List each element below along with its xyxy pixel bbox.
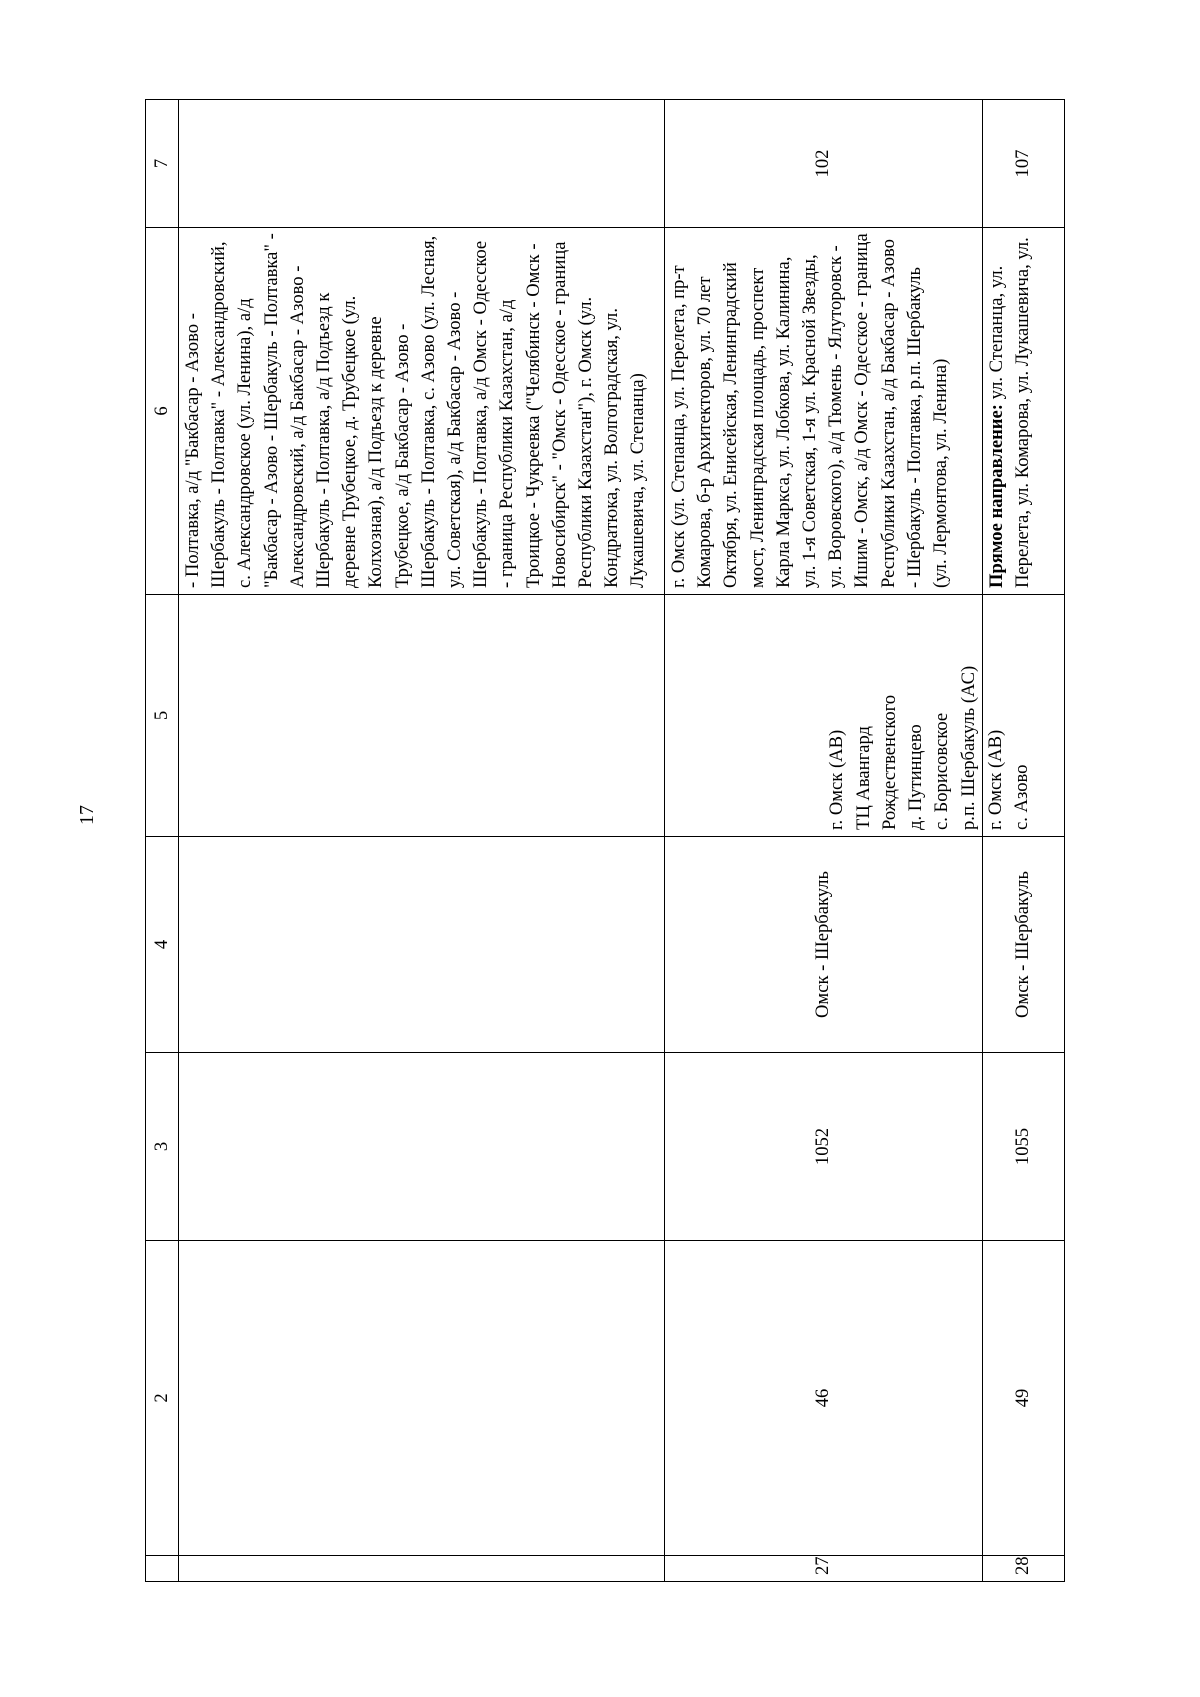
header-cell-5: 5 (146, 595, 179, 837)
route-line: Кондратюка, ул. Волгоградская, ул. (601, 308, 623, 588)
cell-stops (179, 595, 665, 837)
route-line: Шербакуль - Полтавка, а/д Омск - Одесское (470, 240, 492, 588)
route-line: "Бакбасар - Азово - Шербакуль - Полтавка" - (260, 233, 282, 588)
route-line: Шербакуль - Полтавка, с. Азово (ул. Лесная, (417, 235, 439, 588)
route-line: Комарова, б-р Архитекторов, ул. 70 лет (694, 276, 716, 588)
stop-item: р.п. Шербакуль (АС) (957, 665, 979, 830)
route-line: (ул. Лермонтова, ул. Ленина) (930, 358, 952, 588)
cell-stops (665, 595, 983, 837)
route-line: Шербакуль - Полтавка, а/д Подъезд к (313, 292, 335, 588)
route-line: Ишим - Омск, а/д Омск - Одесское - граница (851, 233, 873, 588)
route-line: г. Омск (ул. Степанца, ул. Перелета, пр-т (668, 265, 689, 588)
route-line: Троицкое - Чукреевка ("Челябинск - Омск - (522, 243, 544, 588)
route-line: Лукашевича, ул. Степанца) (627, 373, 649, 588)
cell-stops (983, 595, 1065, 837)
route-table (145, 99, 1065, 1582)
cell-col7: 102 (665, 100, 983, 228)
cell-col4: Омск - Шербакуль (665, 837, 983, 1053)
table-row-continuation (179, 100, 665, 1582)
route-line: Шербакуль - Полтавка" - Александровский, (208, 241, 230, 588)
route-first-line (984, 234, 1010, 588)
rotated-table-wrapper (145, 100, 1064, 1582)
route-line: деревне Трубецкое, д. Трубецкое (ул. (339, 295, 361, 588)
page-number: 17 (76, 805, 98, 825)
cell-col4 (179, 837, 665, 1053)
cell-num: 27 (665, 1556, 983, 1582)
table-row-28 (983, 100, 1065, 1582)
header-cell-1 (146, 1556, 179, 1582)
cell-num (179, 1556, 665, 1582)
stop-item: г. Омск (АВ) (826, 729, 848, 830)
cell-col2: 46 (665, 1241, 983, 1556)
route-line: - граница Республики Казахстан, а/д (496, 299, 518, 588)
cell-col7 (179, 100, 665, 228)
route-line: мост, Ленинградская площадь, проспект (746, 267, 768, 588)
header-cell-6: 6 (146, 228, 179, 595)
header-cell-4: 4 (146, 837, 179, 1053)
route-line: Трубецкое, а/д Бакбасар - Азово - (391, 323, 413, 588)
table-row-27 (665, 100, 983, 1582)
route-line: ул. Воровского), а/д Тюмень - Ялуторовск - (825, 245, 847, 588)
cell-col4: Омск - Шербакуль (983, 837, 1065, 1053)
cell-route (179, 228, 665, 595)
header-row (146, 100, 179, 1582)
stop-item: ТЦ Авангард (852, 726, 874, 830)
stop-item: с. Азово (1011, 764, 1033, 830)
route-line: Александровский, а/д Бакбасар - Азово - (286, 265, 308, 588)
cell-route (665, 228, 983, 595)
route-line: Республики Казахстан"), г. Омск (ул. (575, 296, 597, 588)
cell-col3 (179, 1053, 665, 1241)
route-line: Октября, ул. Енисейская, Ленинградский (720, 262, 742, 588)
stop-item: Рождественского (878, 694, 900, 830)
route-line: - Шербакуль - Полтавка, р.п. Шербакуль (903, 266, 925, 588)
route-line: с. Александровское (ул. Ленина), а/д (234, 298, 256, 588)
route-line: Карла Маркса, ул. Лобкова, ул. Калинина, (772, 256, 794, 588)
header-cell-3: 3 (146, 1053, 179, 1241)
cell-col2 (179, 1241, 665, 1556)
route-line: Новосибирск" - "Омск - Одесское - граница (548, 241, 570, 588)
header-cell-7: 7 (146, 100, 179, 228)
cell-col3: 1055 (983, 1053, 1065, 1241)
cell-col3: 1052 (665, 1053, 983, 1241)
route-text: ул. Степанца, ул. (986, 265, 1007, 405)
cell-col7: 107 (983, 100, 1065, 228)
route-line: ул. Советская), а/д Бакбасар - Азово - (444, 291, 466, 588)
route-line: Колхозная), а/д Подъезд к деревне (365, 316, 387, 588)
route-line: Перелета, ул. Комарова, ул. Лукашевича, ул. (1012, 237, 1034, 588)
cell-num: 28 (983, 1556, 1065, 1582)
stop-item: с. Борисовское (931, 712, 953, 830)
route-line: ул. 1-я Советская, 1-я ул. Красной Звезды, (799, 254, 821, 588)
cell-col2: 49 (983, 1241, 1065, 1556)
header-cell-2: 2 (146, 1241, 179, 1556)
route-line: - Полтавка, а/д "Бакбасар - Азово - (182, 313, 203, 588)
route-direction-label: Прямое направление: (986, 404, 1007, 588)
route-line: Республики Казахстан, а/д Бакбасар - Азово (877, 239, 899, 588)
cell-route (983, 228, 1065, 595)
stop-item: д. Путинцево (905, 724, 927, 830)
stop-item: г. Омск (АВ) (985, 729, 1006, 830)
